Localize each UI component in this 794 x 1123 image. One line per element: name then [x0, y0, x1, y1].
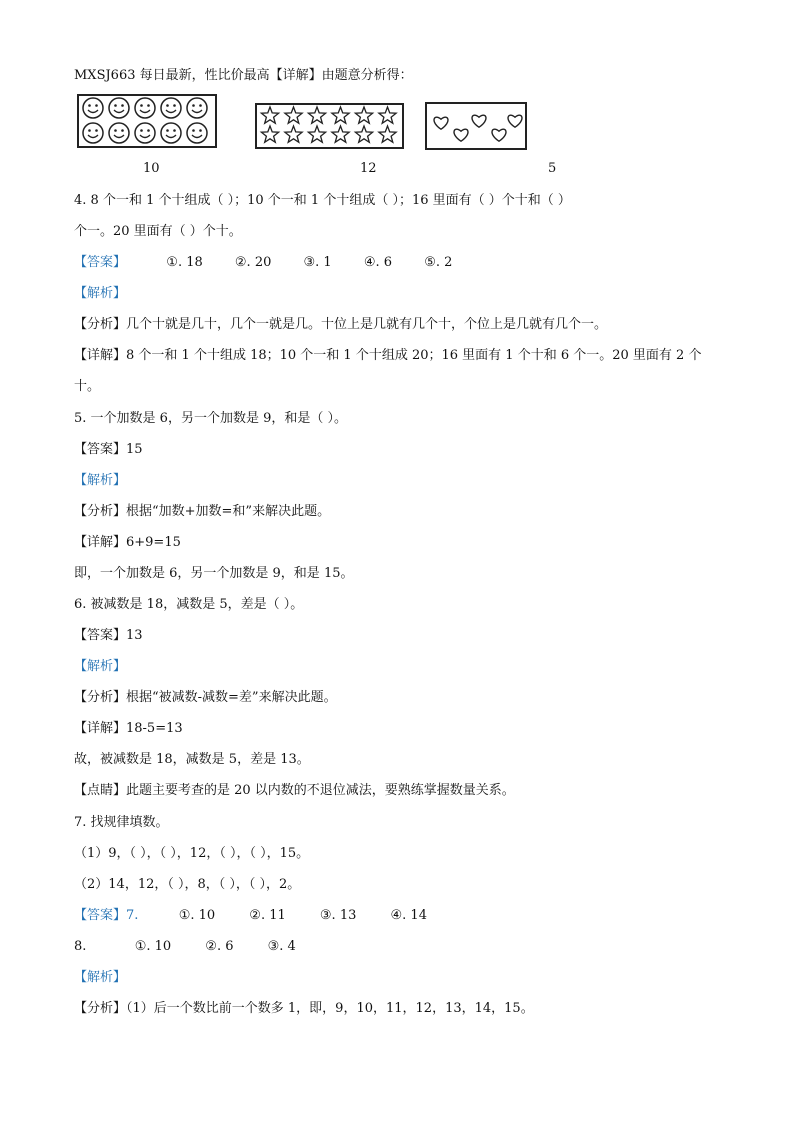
star-icon	[332, 126, 349, 142]
smiley-face-icon	[109, 123, 129, 143]
star-icon	[261, 107, 278, 123]
figure-label-smileys: 10	[143, 161, 160, 176]
star-icon	[332, 107, 349, 123]
answer-item: ①. 18	[166, 255, 203, 270]
heart-icon	[492, 129, 506, 141]
q5-jiexi: 【解析】	[74, 473, 127, 488]
heart-figure	[425, 102, 527, 150]
q8-analysis: 【分析】（1）后一个数比前一个数多 1，即，9，10，11，12，13，14，15。	[74, 1001, 534, 1016]
star-icon	[285, 107, 302, 123]
star-icon	[285, 126, 302, 142]
smiley-face-icon	[135, 98, 155, 118]
smiley-face-icon	[135, 123, 155, 143]
q8-answer	[74, 938, 296, 956]
answer-item: ②. 11	[249, 908, 286, 923]
answer-item: ⑤. 2	[424, 255, 453, 270]
figure-label-hearts: 5	[548, 161, 557, 176]
answer-tag: 【答案】	[74, 255, 127, 270]
q4-jiexi: 【解析】	[74, 286, 127, 301]
heart-icon	[434, 117, 448, 129]
q4-line2: 个一。20 里面有（ ）个十。	[74, 224, 242, 239]
answer-item: ④. 14	[390, 908, 427, 923]
star-icon	[379, 126, 396, 142]
q7-question: 7. 找规律填数。	[74, 815, 169, 830]
smiley-face-icon	[187, 123, 207, 143]
q4-analysis: 【分析】几个十就是几十，几个一就是几。十位上是几就有几个十，个位上是几就有几个一。	[74, 317, 608, 332]
q8-prefix: 8.	[74, 939, 87, 954]
answer-item: ③. 13	[319, 908, 357, 923]
smiley-face-icon	[83, 98, 103, 118]
heart-icon	[454, 129, 468, 141]
answer-item: ②. 6	[205, 939, 234, 954]
q4-answer	[74, 254, 452, 272]
star-icon	[261, 126, 278, 142]
smiley-figure	[77, 94, 217, 148]
star-icon	[379, 107, 396, 123]
smiley-face-icon	[83, 123, 103, 143]
q6-conclusion: 故，被减数是 18，减数是 5，差是 13。	[74, 752, 310, 767]
header-line: MXSJ663 每日最新，性比价最高【详解】由题意分析得：	[74, 68, 413, 83]
answer-item: ①. 10	[134, 939, 172, 954]
star-icon	[355, 126, 372, 142]
q8-jiexi: 【解析】	[74, 970, 127, 985]
q6-detail: 【详解】18-5=13	[74, 721, 183, 736]
q5-question: 5. 一个加数是 6，另一个加数是 9，和是（ ）。	[74, 411, 347, 426]
answer-item: ②. 20	[234, 255, 272, 270]
q7-part1: （1）9，（ ），（ ），12，（ ），（ ），15。	[74, 846, 310, 861]
answer-item: ④. 6	[363, 255, 393, 270]
answer-item: ③. 4	[267, 939, 296, 954]
star-icon	[355, 107, 372, 123]
q5-analysis: 【分析】根据“加数+加数=和”来解决此题。	[74, 504, 331, 519]
q7-part2: （2）14，12，（ ），8，（ ），（ ），2。	[74, 877, 301, 892]
heart-icon-group	[427, 104, 525, 148]
answer-item: ③. 1	[303, 255, 332, 270]
q4-detail1: 【详解】8 个一和 1 个十组成 18；10 个一和 1 个十组成 20；16 里面有 1 个十和 6 个一。20 里面有 2 个	[74, 348, 702, 363]
smiley-face-icon	[109, 98, 129, 118]
q5-detail: 【详解】6+9=15	[74, 535, 181, 550]
heart-icon	[508, 115, 522, 127]
answer-tag: 【答案】7.	[74, 908, 139, 923]
q7-answer	[74, 907, 427, 925]
q5-conclusion: 即，一个加数是 6，另一个加数是 9，和是 15。	[74, 566, 354, 581]
smiley-face-icon	[187, 98, 207, 118]
smiley-face-icon	[161, 123, 181, 143]
q5-answer: 【答案】15	[74, 442, 143, 457]
answer-item: ①. 10	[178, 908, 216, 923]
star-icon	[308, 126, 325, 142]
smiley-face-icon-group	[79, 96, 215, 146]
q6-analysis: 【分析】根据“被减数-减数=差”来解决此题。	[74, 690, 337, 705]
figure-label-stars: 12	[360, 161, 377, 176]
q4-line1: 4. 8 个一和 1 个十组成（ ）；10 个一和 1 个十组成（ ）；16 里面有（ ）个十和（ ）	[74, 193, 571, 208]
smiley-face-icon	[161, 98, 181, 118]
star-figure	[255, 103, 404, 149]
q6-question: 6. 被减数是 18，减数是 5，差是（ ）。	[74, 597, 304, 612]
star-icon-group	[257, 105, 402, 147]
q6-point: 【点睛】此题主要考查的是 20 以内数的不退位减法，要熟练掌握数量关系。	[74, 783, 515, 798]
q6-answer: 【答案】13	[74, 628, 143, 643]
q4-detail2: 十。	[74, 379, 101, 394]
star-icon	[308, 107, 325, 123]
q6-jiexi: 【解析】	[74, 659, 127, 674]
heart-icon	[472, 115, 486, 127]
